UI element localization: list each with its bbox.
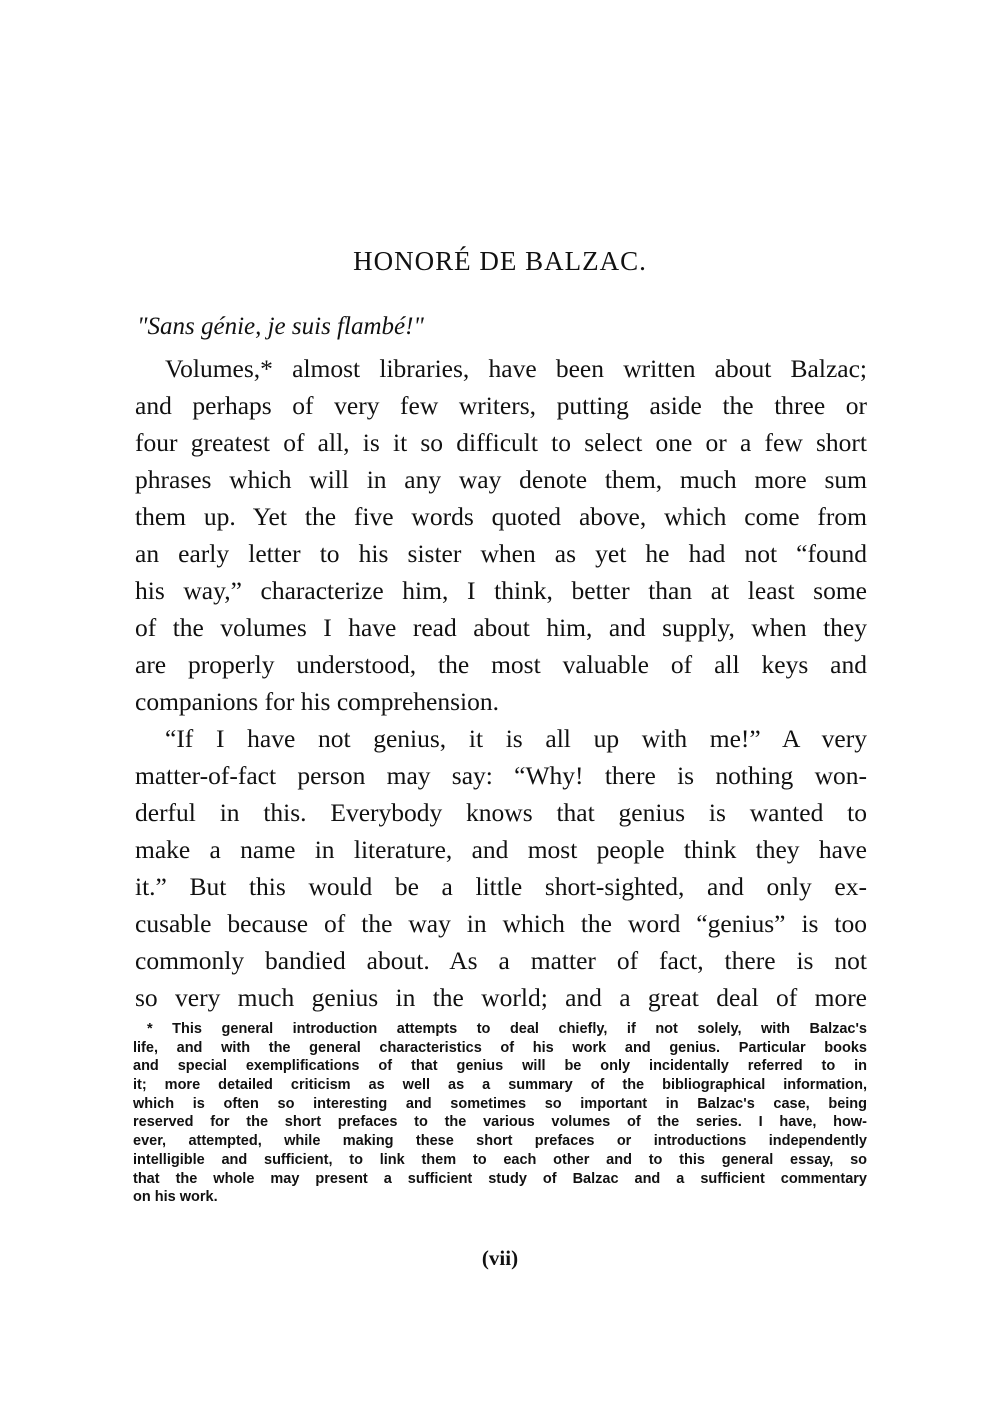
footnote-line: which is often so interesting and sometimes so important in Balzac's case, being — [133, 1095, 867, 1112]
body-line: them up. Yet the five words quoted above, which come from — [135, 502, 867, 531]
footnote-line: life, and with the general characteristics of his work and genius. Particular books — [133, 1039, 867, 1056]
body-line: and perhaps of very few writers, putting aside the three or — [135, 391, 867, 420]
body-line: cusable because of the way in which the word “genius” is too — [135, 909, 867, 938]
body-line: of the volumes I have read about him, and supply, when they — [135, 613, 867, 642]
footnote-line: intelligible and sufficient, to link them to each other and to this general essay, so — [133, 1151, 867, 1168]
body-line: derful in this. Everybody knows that genius is wanted to — [135, 798, 867, 827]
footnote-line: ever, attempted, while making these short prefaces or introductions independently — [133, 1133, 867, 1150]
body-line: “If I have not genius, it is all up with me!” A very — [165, 724, 867, 753]
body-line: Volumes,* almost libraries, have been written about Balzac; — [165, 354, 867, 383]
body-line: an early letter to his sister when as yet he had not “found — [135, 539, 867, 568]
footnote-line: on his work. — [133, 1189, 218, 1206]
footnote-line: * This general introduction attempts to deal chiefly, if not solely, with Balzac's — [147, 1021, 867, 1037]
body-line: are properly understood, the most valuable of all keys and — [135, 650, 867, 679]
page-title: HONORÉ DE BALZAC. — [353, 246, 647, 276]
body-line: four greatest of all, is it so difficult to select one or a few short — [135, 428, 867, 457]
body-line: commonly bandied about. As a matter of fact, there is not — [135, 946, 867, 975]
body-line: his way,” characterize him, I think, better than at least some — [135, 576, 867, 605]
epigraph: "Sans génie, je suis flambé!" — [137, 313, 424, 340]
footnote — [133, 1020, 867, 1207]
page-number: (vii) — [481, 1246, 519, 1270]
footnote-line: reserved for the short prefaces to the various volumes of the series. I have, how- — [133, 1114, 867, 1131]
body-text — [135, 350, 867, 1016]
footnote-line: and special exemplifications of that genius will be only incidentally referred to in — [133, 1058, 867, 1075]
body-line: matter-of-fact person may say: “Why! there is nothing won- — [135, 761, 867, 790]
body-line: make a name in literature, and most people think they have — [135, 835, 867, 864]
body-line: so very much genius in the world; and a great deal of more — [135, 983, 867, 1012]
body-line: phrases which will in any way denote them, much more sum — [135, 465, 867, 494]
footnote-line: that the whole may present a sufficient study of Balzac and a sufficient commentary — [133, 1170, 867, 1187]
body-line: it.” But this would be a little short-sighted, and only ex- — [135, 872, 867, 901]
footnote-line: it; more detailed criticism as well as a summary of the bibliographical information, — [133, 1077, 867, 1094]
body-line: companions for his comprehension. — [135, 687, 500, 716]
